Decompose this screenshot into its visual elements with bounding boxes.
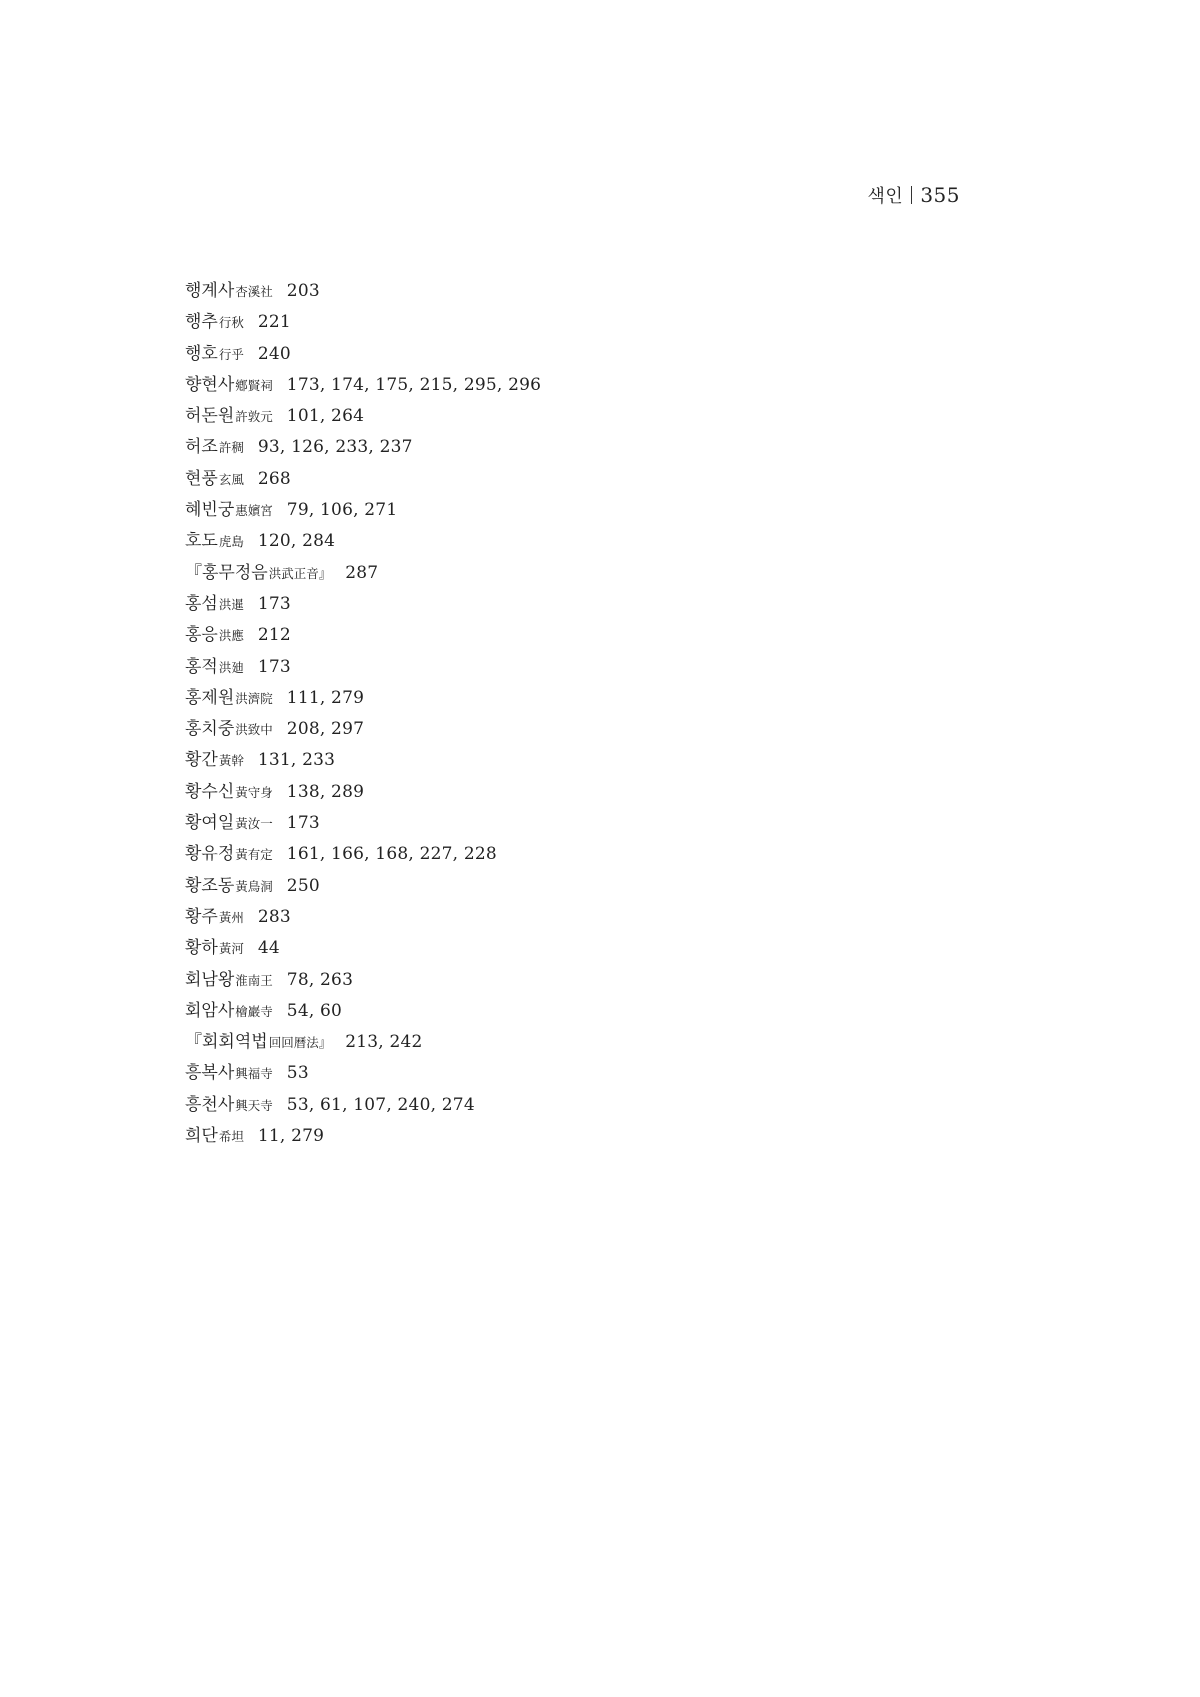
entry-term: 홍적: [185, 656, 218, 677]
index-entry: [185, 370, 541, 401]
entry-pages: 44: [257, 938, 280, 959]
entry-term: 『홍무정음: [185, 562, 268, 583]
entry-hanja: 黃汝一: [235, 816, 273, 832]
entry-pages: 203: [286, 281, 320, 301]
entry-hanja: 洪致中: [235, 722, 273, 738]
entry-term: 허조: [185, 437, 218, 458]
entry-hanja: 希坦: [218, 1129, 244, 1145]
entry-pages: 212: [257, 625, 291, 646]
entry-hanja: 檜巖寺: [235, 1003, 273, 1019]
entry-term: 황하: [185, 938, 218, 959]
entry-pages: 111, 279: [286, 687, 365, 708]
index-entry: [185, 1058, 541, 1089]
entry-pages: 78, 263: [286, 969, 354, 990]
entry-pages: 208, 297: [286, 719, 365, 740]
entry-pages: 268: [257, 468, 291, 489]
entry-term: 행호: [185, 343, 218, 364]
entry-hanja: 行乎: [218, 346, 244, 362]
entry-hanja: 黃河: [218, 941, 244, 957]
index-entry: [185, 1027, 541, 1058]
entry-pages: 120, 284: [257, 531, 336, 552]
index-entry: [185, 902, 541, 933]
entry-pages: 131, 233: [257, 750, 336, 771]
entry-term: 회남왕: [185, 969, 235, 990]
entry-term: 흥천사: [185, 1094, 235, 1115]
page-number: 355: [920, 183, 960, 207]
index-entry: [185, 777, 541, 808]
index-entry: [185, 714, 541, 745]
section-title: 색인: [867, 186, 904, 207]
entry-pages: 221: [257, 312, 291, 333]
entry-pages: 240: [257, 343, 291, 364]
entry-hanja: 黃幹: [218, 753, 244, 769]
entry-term: 황여일: [185, 813, 235, 834]
entry-term: 『회회역법: [185, 1032, 268, 1053]
index-entry: [185, 589, 541, 620]
entry-term: 황조동: [185, 875, 235, 896]
entry-term: 홍제원: [185, 687, 235, 708]
entry-term: 회암사: [185, 1000, 235, 1021]
entry-term: 황주: [185, 906, 218, 927]
entry-pages: 11, 279: [257, 1126, 325, 1147]
index-entry: [185, 307, 541, 338]
entry-hanja: 黃有定: [235, 847, 273, 863]
entry-term: 홍응: [185, 625, 218, 646]
index-entry: [185, 401, 541, 432]
index-list: [185, 276, 541, 1152]
entry-pages: 53: [286, 1063, 309, 1084]
entry-term: 향현사: [185, 374, 235, 395]
index-entry: [185, 996, 541, 1027]
entry-term: 황간: [185, 750, 218, 771]
index-entry: [185, 683, 541, 714]
entry-hanja: 黃守身: [235, 784, 273, 800]
entry-pages: 79, 106, 271: [286, 500, 398, 521]
entry-hanja: 許敦元: [235, 409, 273, 425]
index-entry: [185, 620, 541, 651]
entry-pages: 173: [286, 813, 320, 834]
entry-term: 허돈원: [185, 406, 235, 427]
entry-hanja: 惠嬪宮: [235, 503, 273, 519]
entry-pages: 283: [257, 906, 291, 927]
index-entry: [185, 1121, 541, 1152]
entry-pages: 287: [345, 562, 379, 583]
entry-pages: 173: [257, 593, 291, 614]
entry-pages: 54, 60: [286, 1000, 343, 1021]
index-entry: [185, 933, 541, 964]
entry-pages: 53, 61, 107, 240, 274: [286, 1094, 475, 1115]
entry-term: 행계사: [185, 281, 235, 301]
entry-pages: 213, 242: [345, 1032, 423, 1053]
entry-term: 홍치중: [185, 719, 235, 740]
entry-pages: 173: [257, 656, 291, 677]
entry-term: 현풍: [185, 468, 218, 489]
index-entry: [185, 808, 541, 839]
entry-hanja: 洪武正音』: [268, 565, 332, 581]
entry-hanja: 回回曆法』: [268, 1035, 332, 1051]
index-entry: [185, 839, 541, 870]
entry-pages: 101, 264: [286, 406, 365, 427]
entry-hanja: 黃鳥洞: [235, 878, 273, 894]
entry-term: 황유정: [185, 844, 235, 865]
entry-term: 희단: [185, 1126, 218, 1147]
entry-hanja: 行秋: [218, 315, 244, 331]
entry-hanja: 洪暹: [218, 596, 244, 612]
entry-term: 홍섬: [185, 593, 218, 614]
index-entry: [185, 652, 541, 683]
entry-term: 흥복사: [185, 1063, 235, 1084]
entry-hanja: 許稠: [218, 440, 244, 456]
entry-term: 행추: [185, 312, 218, 333]
entry-hanja: 洪廸: [218, 659, 244, 675]
entry-hanja: 淮南王: [235, 972, 273, 988]
index-entry: [185, 871, 541, 902]
entry-hanja: 興天寺: [235, 1097, 273, 1113]
running-head: [760, 181, 960, 211]
entry-hanja: 洪濟院: [235, 690, 273, 706]
entry-pages: 250: [286, 875, 320, 896]
index-entry: [185, 432, 541, 463]
entry-pages: 93, 126, 233, 237: [257, 437, 413, 458]
entry-pages: 173, 174, 175, 215, 295, 296: [286, 374, 542, 395]
index-entry: [185, 526, 541, 557]
entry-hanja: 黃州: [218, 909, 244, 925]
entry-hanja: 玄風: [218, 471, 244, 487]
entry-pages: 138, 289: [286, 781, 365, 802]
entry-pages: 161, 166, 168, 227, 228: [286, 844, 497, 865]
index-entry: [185, 276, 541, 307]
header-divider: [911, 186, 912, 204]
entry-term: 혜빈궁: [185, 500, 235, 521]
index-entry: [185, 745, 541, 776]
entry-hanja: 鄕賢祠: [235, 377, 273, 393]
index-entry: [185, 339, 541, 370]
index-entry: [185, 558, 541, 589]
entry-hanja: 興福寺: [235, 1066, 273, 1082]
entry-term: 황수신: [185, 781, 235, 802]
entry-hanja: 杏溪社: [235, 284, 273, 299]
index-entry: [185, 1090, 541, 1121]
entry-hanja: 虎島: [218, 534, 244, 550]
index-entry: [185, 965, 541, 996]
index-entry: [185, 464, 541, 495]
entry-hanja: 洪應: [218, 628, 244, 644]
entry-term: 호도: [185, 531, 218, 552]
index-entry: [185, 495, 541, 526]
